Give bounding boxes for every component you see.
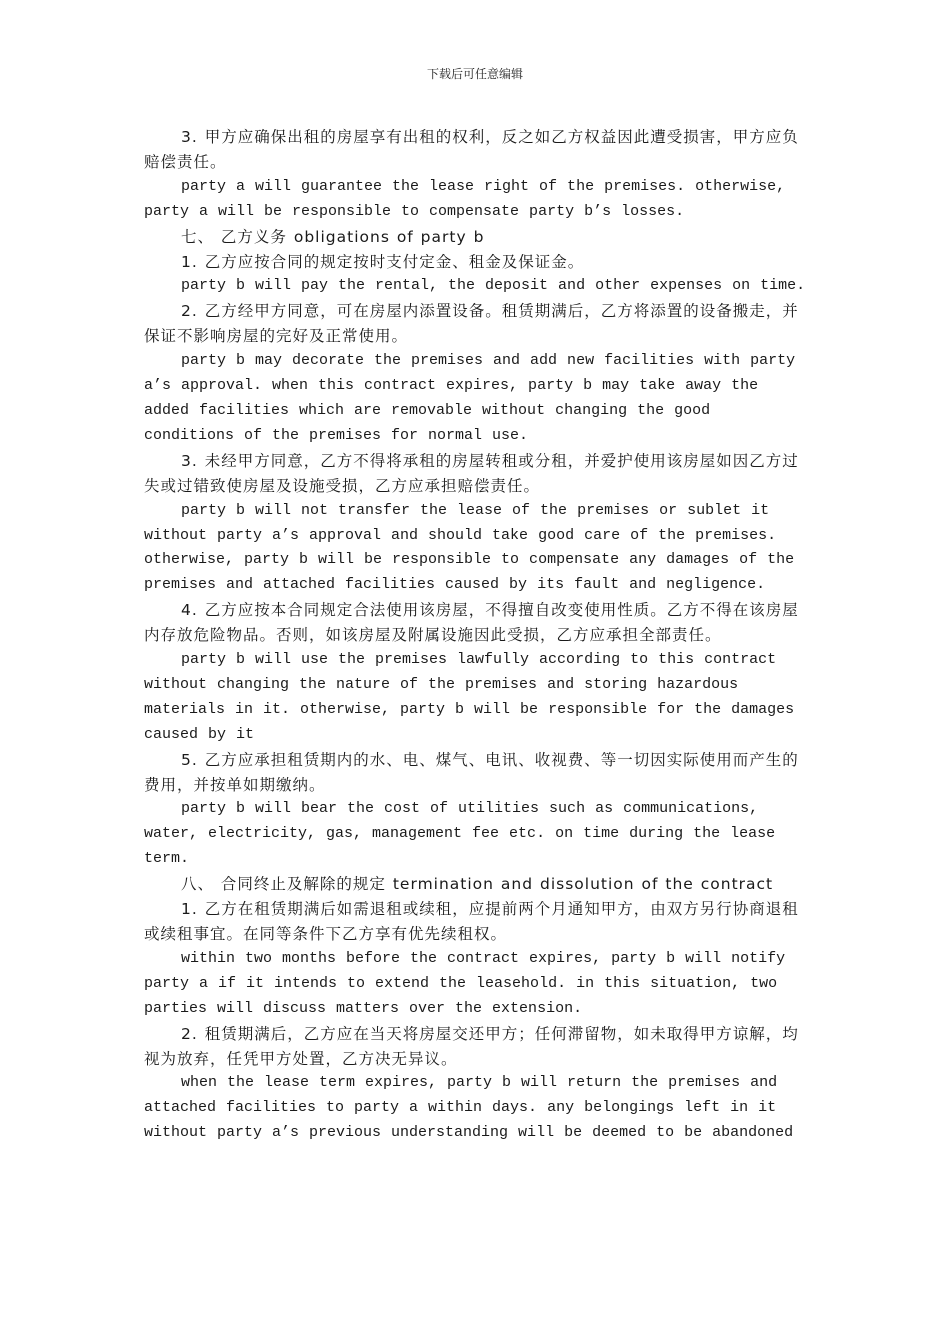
- clause-8-1-zh: 1. 乙方在租赁期满后如需退租或续租，应提前两个月通知甲方，由双方另行协商退租或续租事宜。在同等条件下乙方享有优先续租权。: [144, 900, 799, 943]
- page-header: 下载后可任意编辑: [426, 67, 523, 81]
- clause-7-1-zh: 1. 乙方应按合同的规定按时支付定金、租金及保证金。: [181, 252, 585, 271]
- section-7-heading: 七、 乙方义务 obligations of party b: [181, 227, 485, 246]
- clause-7-4-en: party b will use the premises lawfully according to this contract without changing the nature of the premises and storing hazardous materials in it. otherwise, party b will be responsible for the damages caused by it: [144, 651, 795, 743]
- document-body: [144, 125, 809, 1146]
- clause-7-2-en: party b may decorate the premises and add new facilities with party a’s approval. when this contract expires, party b may take away the added facilities which are removable without changing the good conditions of the premises for normal use.: [144, 352, 796, 444]
- clause-7-5-zh: 5. 乙方应承担租赁期内的水、电、煤气、电讯、收视费、等一切因实际使用而产生的费用，并按单如期缴纳。: [144, 750, 799, 794]
- clause-7-4-zh: 4. 乙方应按本合同规定合法使用该房屋，不得擅自改变使用性质。乙方不得在该房屋内存放危险物品。否则，如该房屋及附属设施因此受损，乙方应承担全部责任。: [144, 601, 799, 645]
- clause-6-3-en: party a will guarantee the lease right of the premises. otherwise, party a will be responsible to compensate party b’s losses.: [144, 177, 786, 220]
- section-8-heading: 八、 合同终止及解除的规定 termination and dissolution of the contract: [181, 875, 774, 894]
- clause-8-2-zh: 2. 租赁期满后，乙方应在当天将房屋交还甲方；任何滞留物，如未取得甲方谅解，均视为放弃，任凭甲方处置，乙方决无异议。: [144, 1024, 799, 1068]
- clause-7-1-en: party b will pay the rental, the deposit and other expenses on time.: [181, 277, 806, 295]
- clause-8-1-en: within two months before the contract expires, party b will notify party a if it intends to extend the leasehold. in this situation, two parties will discuss matters over the extension.: [144, 949, 786, 1017]
- clause-8-2-en: when the lease term expires, party b will return the premises and attached facilities to party a within days. any belongings left in it without party a’s previous understanding will be deemed to be abandoned: [144, 1074, 794, 1142]
- clause-7-3-en: party b will not transfer the lease of the premises or sublet it without party a’s approval and should take good care of the premises. otherwise, party b will be responsible to compensate any damages of the premises and attached facilities caused by its fault and negligence.: [144, 501, 795, 594]
- clause-7-5-en: party b will bear the cost of utilities such as communications, water, electricity, gas, management fee etc. on time during the lease term.: [144, 800, 776, 868]
- clause-6-3-zh: 3. 甲方应确保出租的房屋享有出租的权利，反之如乙方权益因此遭受损害，甲方应负赔偿责任。: [144, 128, 799, 171]
- clause-7-3-zh: 3. 未经甲方同意，乙方不得将承租的房屋转租或分租，并爱护使用该房屋如因乙方过失或过错致使房屋及设施受损，乙方应承担赔偿责任。: [144, 451, 799, 495]
- clause-7-2-zh: 2. 乙方经甲方同意，可在房屋内添置设备。租赁期满后，乙方将添置的设备搬走，并保证不影响房屋的完好及正常使用。: [144, 302, 799, 346]
